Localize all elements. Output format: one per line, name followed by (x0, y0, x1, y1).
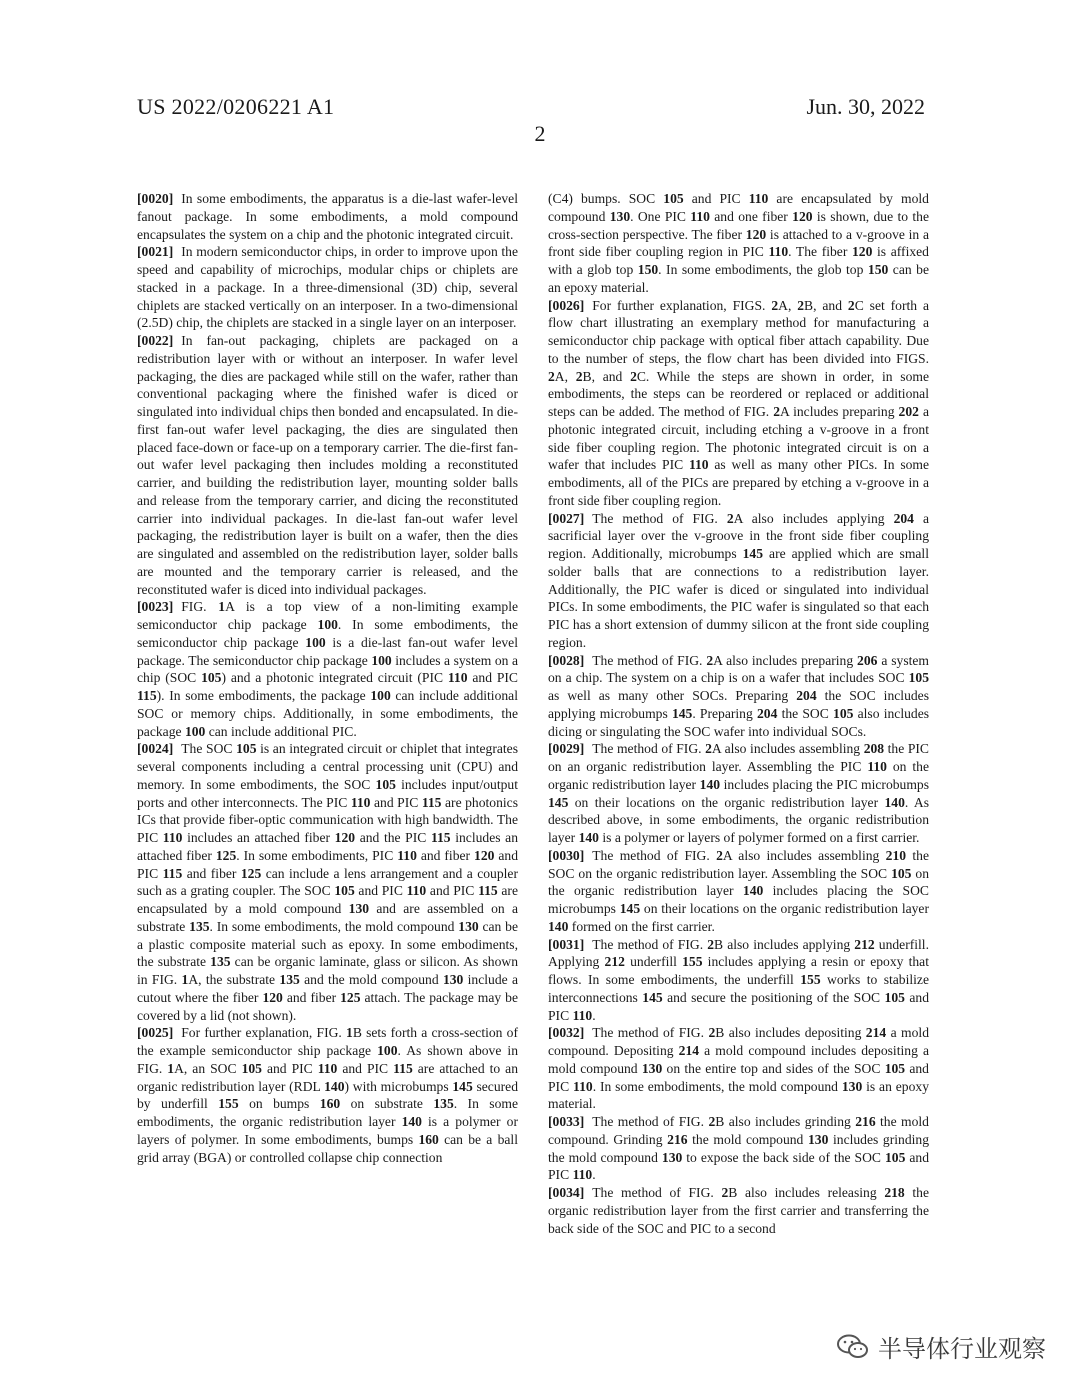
reference-numeral: 2 (773, 404, 781, 419)
reference-numeral: 135 (189, 918, 210, 934)
paragraph (137, 1024, 518, 1166)
paragraph-text: can be organic laminate, glass or silicon. As shown in FIG. (137, 954, 518, 987)
paragraph-text: is a die-last fan-out wafer level package. The semiconductor chip package (137, 634, 518, 668)
reference-numeral: 110 (162, 830, 183, 845)
paragraph (137, 332, 518, 598)
reference-numeral: 105 (663, 191, 684, 206)
reference-numeral: 110 (768, 244, 789, 260)
paragraph-text: as well as many other PICs. In some embodiments, all of the PICs are prepared by etching a v-groove in a front side fiber coupling region. (548, 457, 930, 508)
reference-numeral: 214 (865, 1025, 887, 1041)
paragraph-text: The method of FIG. (592, 936, 708, 952)
paragraph-text: can include additional SOC or memory chips. Additionally, in some embodiments, the package (137, 688, 518, 739)
reference-numeral: 216 (855, 1114, 876, 1129)
reference-numeral: 110 (572, 1167, 593, 1183)
reference-numeral: 105 (375, 776, 396, 792)
paragraph-text: . As shown above in FIG. (137, 1043, 518, 1076)
paragraph-text: . In some embodiments, PIC (236, 847, 398, 863)
wechat-icon (836, 1333, 870, 1361)
right-column (548, 190, 929, 1237)
reference-numeral: 110 (406, 883, 427, 899)
paragraph-text: In some embodiments, the apparatus is a die-last wafer-level fanout package. In some embodiments, a mold compound encapsulates the system on a chip and the photonic integrated circuit. (137, 191, 518, 242)
reference-numeral: 120 (792, 208, 813, 224)
paragraph (137, 190, 518, 243)
reference-numeral: 2 (726, 510, 734, 526)
paragraph-text: secured by underfill (137, 1078, 518, 1112)
paragraph-text: attach. The package may be covered by a lid (not shown). (137, 989, 518, 1023)
reference-numeral: 130 (841, 1078, 863, 1094)
reference-numeral: 1 (218, 599, 226, 615)
paragraph-text: the SOC includes applying microbumps (548, 688, 929, 721)
paragraph-text: and PIC (683, 191, 749, 206)
paragraph-text: is attached to a v-groove in a front side fiber coupling region in PIC (548, 226, 929, 260)
reference-numeral: 140 (401, 1114, 422, 1129)
reference-numeral: 1 (181, 972, 189, 987)
reference-numeral: 115 (393, 1060, 413, 1076)
reference-numeral: 210 (885, 847, 907, 863)
paragraph-text: In modern semiconductor chips, in order to improve upon the speed and capability of microchips, modular chips or chiplets are stacked in a package. In a three-dimensional (3D) chip, several chiplets are stacked vertically on an interposer. In a two-dimensional (2.5D) chip, the chiplets are stacked in a single layer on an interposer. (137, 244, 518, 331)
reference-numeral: 105 (334, 883, 355, 899)
reference-numeral: 110 (867, 759, 887, 774)
paragraph (548, 297, 929, 510)
paragraph-text: are encapsulated by mold compound (548, 191, 929, 224)
reference-numeral: 120 (262, 989, 283, 1005)
paragraph-text: a mold compound. Depositing (548, 1025, 929, 1058)
reference-numeral: 2 (706, 652, 714, 668)
paragraph-text: is an epoxy material. (548, 1078, 929, 1112)
paragraph-text: . In some embodiments, the mold compound (209, 918, 459, 934)
paragraph (548, 847, 929, 936)
reference-numeral: 130 (442, 972, 464, 987)
paragraph-number: [0022] (137, 333, 174, 348)
paragraph-text: ). In some embodiments, the package (156, 688, 371, 703)
left-column (137, 190, 518, 1166)
paragraph-text: (C4) bumps. SOC (548, 191, 664, 206)
reference-numeral: 204 (756, 705, 778, 721)
reference-numeral: 150 (867, 262, 889, 277)
paragraph-text: A includes preparing (780, 404, 899, 419)
reference-numeral: 2 (707, 936, 715, 952)
paragraph-text: A, the substrate (188, 972, 280, 987)
reference-numeral: 212 (604, 954, 625, 970)
reference-numeral: 130 (609, 208, 631, 224)
reference-numeral: 214 (678, 1043, 700, 1058)
paragraph-text: includes placing the SOC microbumps (548, 883, 929, 916)
reference-numeral: 120 (474, 847, 495, 863)
reference-numeral: 2 (708, 1025, 716, 1041)
paragraph-text: . In some embodiments, the glob top (658, 262, 868, 277)
reference-numeral: 100 (377, 1043, 398, 1058)
paragraph-text: The method of FIG. (592, 1114, 709, 1129)
paragraph-text: The method of FIG. (592, 1185, 722, 1200)
reference-numeral: 160 (319, 1096, 341, 1112)
paragraph-text: the organic redistribution layer from the first carrier and transferring the back side of the SOC and PIC to a second (548, 1185, 929, 1236)
reference-numeral: 2 (716, 847, 723, 863)
reference-numeral: 110 (688, 457, 709, 473)
paragraph-number: [0020] (137, 191, 174, 206)
paragraph-text: The SOC (181, 741, 237, 757)
paragraph-text: as well as many other SOCs. Preparing (548, 688, 797, 703)
paragraph-text: include a cutout where the fiber (137, 972, 519, 1005)
reference-numeral: 105 (908, 670, 929, 686)
paragraph-text: can include a lens arrangement and a coupler such as a grating coupler. The SOC (137, 865, 518, 899)
paragraph-text: the SOC (777, 705, 834, 721)
reference-numeral: 115 (430, 830, 451, 845)
paragraph (137, 243, 518, 332)
paragraph-text: A also includes assembling (722, 847, 886, 863)
reference-numeral: 105 (241, 1060, 262, 1076)
paragraph (548, 936, 929, 1025)
reference-numeral: 135 (210, 954, 231, 970)
reference-numeral: 100 (305, 634, 326, 650)
paragraph-text: C. While the steps are shown in order, in some embodiments, the steps can be reordered or replaced or additional steps can be added. The method of FIG. (548, 368, 929, 419)
paragraph-text: A also includes preparing (713, 652, 858, 668)
reference-numeral: 110 (397, 847, 417, 863)
reference-numeral: 218 (884, 1185, 905, 1200)
paragraph-text: . As described above, in some embodiments, the organic redistribution layer (548, 794, 929, 845)
paragraph-text: A also includes applying (733, 510, 894, 526)
paragraph-text: . (592, 1167, 596, 1183)
reference-numeral: 1 (346, 1025, 353, 1041)
paragraph-text: . Preparing (692, 705, 757, 721)
reference-numeral: 2 (630, 368, 637, 384)
paragraph-text: B also includes grinding (715, 1114, 856, 1129)
reference-numeral: 145 (452, 1078, 473, 1094)
reference-numeral: 105 (833, 705, 854, 721)
paragraph-text: is a polymer or layers of polymer. In some embodiments, bumps (137, 1114, 518, 1147)
watermark-text: 半导体行业观察 (878, 1335, 1046, 1363)
paragraph-text: is affixed with a glob top (548, 244, 929, 277)
paragraph-number: [0031] (548, 936, 585, 952)
reference-numeral: 2 (797, 297, 805, 313)
paragraph-text: and PIC (370, 794, 422, 810)
paragraph (548, 1113, 929, 1184)
reference-numeral: 160 (418, 1131, 439, 1147)
reference-numeral: 140 (324, 1078, 345, 1094)
paragraph-text: underfill (624, 954, 683, 970)
paragraph-text: includes grinding the mold compound (548, 1131, 929, 1165)
paragraph-text: The method of FIG. (592, 1025, 709, 1041)
paragraph-number: [0024] (137, 741, 174, 757)
paragraph-text: are attached to an organic redistribution layer (RDL (137, 1060, 519, 1094)
paragraph (548, 1184, 929, 1237)
reference-numeral: 145 (548, 794, 569, 810)
reference-numeral: 140 (884, 794, 905, 810)
paragraph-text: on substrate (340, 1096, 434, 1112)
paragraph-text: For further explanation, FIGS. (592, 297, 772, 313)
paragraph-text: and fiber (416, 847, 475, 863)
paragraph-text: on their locations on the organic redistribution layer (568, 794, 885, 810)
reference-numeral: 216 (667, 1131, 688, 1147)
paragraph-number: [0023] (137, 599, 174, 615)
reference-numeral: 110 (447, 670, 468, 686)
reference-numeral: 202 (898, 404, 919, 419)
reference-numeral: 145 (742, 546, 764, 561)
paragraph-text: ) and a photonic integrated circuit (PIC (221, 670, 448, 686)
paragraph-text: on the organic redistribution layer (548, 865, 929, 899)
publication-date: Jun. 30, 2022 (806, 94, 925, 119)
reference-numeral: 115 (421, 794, 442, 810)
paragraph-text: and PIC (261, 1060, 318, 1076)
reference-numeral: 2 (708, 1114, 716, 1129)
paragraph-text: includes input/output ports and other interconnects. The PIC (137, 776, 518, 810)
reference-numeral: 140 (578, 830, 599, 845)
paragraph-text: ) with microbumps (344, 1078, 453, 1094)
reference-numeral: 135 (433, 1096, 454, 1112)
paragraph-text: is an integrated circuit or chiplet that integrates several components including a central processing unit (CPU) and memory. In some embodiments, the SOC (137, 741, 519, 792)
paragraph-text: C set forth a flow chart illustrating an exemplary method for manufacturing a semiconductor chip package with optical fiber attach capability. Due to the number of steps, the flow chart has been divided into FIGS. (548, 297, 930, 366)
paragraph-text: A, (778, 297, 798, 313)
reference-numeral: 140 (548, 918, 569, 934)
paragraph-text: . In some embodiments, the semiconductor chip package (137, 617, 519, 650)
reference-numeral: 2 (705, 741, 712, 757)
paragraph-text: on bumps (238, 1096, 320, 1112)
reference-numeral: 110 (690, 208, 710, 224)
reference-numeral: 125 (215, 847, 237, 863)
paragraph-text: and PIC (548, 1149, 930, 1183)
paragraph (548, 190, 929, 297)
paragraph-text: . The fiber (788, 244, 852, 260)
reference-numeral: 155 (800, 972, 821, 987)
paragraph-text: includes an attached fiber (182, 830, 335, 845)
reference-numeral: 130 (641, 1060, 663, 1076)
paragraph-number: [0021] (137, 244, 174, 260)
paragraph-text: B also includes depositing (715, 1025, 866, 1041)
paragraph (548, 1024, 929, 1113)
paragraph-text: works to stabilize interconnections (548, 972, 929, 1005)
paragraph-text: and secure the positioning of the SOC (662, 989, 885, 1005)
patent-number: US 2022/0206221 A1 (137, 94, 335, 119)
reference-numeral: 1 (167, 1060, 175, 1076)
reference-numeral: 105 (201, 670, 222, 686)
paragraph-text: on the organic redistribution layer (548, 759, 929, 792)
reference-numeral: 115 (162, 865, 183, 881)
reference-numeral: 115 (478, 883, 498, 899)
paragraph-text: includes an attached fiber (137, 830, 518, 863)
paragraph-text: The method of FIG. (592, 510, 727, 526)
reference-numeral: 100 (370, 688, 391, 703)
paragraph-text: FIG. (181, 599, 219, 615)
paragraph-text: B also includes applying (714, 936, 855, 952)
reference-numeral: 206 (857, 652, 878, 668)
page-number: 2 (534, 121, 546, 146)
paragraph-text: B also includes releasing (728, 1185, 885, 1200)
reference-numeral: 204 (893, 510, 914, 526)
paragraph-text: formed on the first carrier. (568, 918, 715, 934)
paragraph-text: and one fiber (709, 208, 793, 224)
paragraph-text: can include additional PIC. (205, 723, 357, 739)
paragraph-text: also includes dicing or singulating the SOC wafer into individual SOCs. (548, 705, 930, 739)
paragraph-text: . (592, 1007, 596, 1023)
paragraph-text: and PIC (548, 989, 929, 1023)
paragraph-text: and are assembled on a substrate (137, 901, 519, 934)
reference-numeral: 130 (661, 1149, 683, 1165)
reference-numeral: 212 (854, 936, 875, 952)
reference-numeral: 204 (796, 688, 817, 703)
paragraph-text: are encapsulated by a mold compound (137, 883, 518, 916)
paragraph-text: and fiber (182, 865, 241, 881)
reference-numeral: 110 (350, 794, 371, 810)
paragraph-text: A also includes assembling (711, 741, 864, 757)
reference-numeral: 150 (637, 262, 659, 277)
reference-numeral: 100 (371, 652, 392, 668)
paragraph-text: the SOC on the organic redistribution layer. Assembling the SOC (548, 847, 929, 881)
reference-numeral: 145 (671, 705, 693, 721)
reference-numeral: 110 (748, 191, 769, 206)
paragraph (548, 510, 929, 652)
paragraph-text: . In some embodiments, the organic redistribution layer (137, 1096, 518, 1129)
paragraph-text: and PIC (337, 1060, 394, 1076)
reference-numeral: 100 (317, 617, 338, 632)
paragraph-text: A, an SOC (174, 1060, 242, 1076)
reference-numeral: 2 (847, 297, 855, 313)
reference-numeral: 130 (348, 901, 370, 916)
paragraph-text: are applied which are small solder balls that are connections to a redistribution layer. Additionally, the PIC wafer is diced or singulated into individual PICs. In some embodiments, the PIC wafer is singulated so that each PIC has a short extension of dummy silicon at the front side coupling region. (548, 546, 929, 650)
reference-numeral: 105 (885, 1149, 906, 1165)
reference-numeral: 2 (721, 1185, 729, 1200)
reference-numeral: 120 (852, 244, 873, 260)
paragraph-number: [0030] (548, 847, 585, 863)
paragraph-text: . In some embodiments, the mold compound (592, 1078, 842, 1094)
reference-numeral: 125 (240, 865, 262, 881)
reference-numeral: 155 (682, 954, 703, 970)
paragraph-number: [0032] (548, 1025, 585, 1041)
paragraph-text: includes a system on a chip (SOC (137, 652, 518, 686)
paragraph-text: on their locations on the organic redistribution layer (640, 901, 929, 916)
paragraph-text: includes applying a resin or epoxy that flows. In some embodiments, the underfill (548, 954, 929, 987)
paragraph-text: and PIC (426, 883, 479, 899)
paragraph-text: are photonics ICs that provide fiber-optic communication with high bandwidth. The PIC (137, 794, 518, 845)
paragraph-number: [0029] (548, 741, 585, 757)
reference-numeral: 155 (218, 1096, 239, 1112)
paragraph-text: on the entire top and sides of the SOC (662, 1060, 885, 1076)
watermark (836, 1329, 1046, 1364)
reference-numeral: 105 (884, 989, 905, 1005)
reference-numeral: 125 (340, 989, 361, 1005)
paragraph-text: and PIC (354, 883, 407, 899)
reference-numeral: 135 (279, 972, 300, 987)
reference-numeral: 2 (771, 297, 779, 313)
paragraph-number: [0025] (137, 1025, 174, 1041)
reference-numeral: 105 (891, 865, 912, 881)
paragraph-text: and PIC (548, 1060, 929, 1094)
paragraph-text: is shown, due to the cross-section perspective. The fiber (548, 208, 929, 242)
reference-numeral: 145 (642, 989, 663, 1005)
paragraph-text: For further explanation, FIG. (181, 1025, 347, 1041)
reference-numeral: 120 (334, 830, 356, 845)
reference-numeral: 100 (184, 723, 206, 739)
paragraph-text: . One PIC (630, 208, 691, 224)
reference-numeral: 140 (742, 883, 764, 899)
paragraph-text: is a polymer or layers of polymer formed on a first carrier. (598, 830, 920, 845)
paragraph (137, 598, 518, 740)
paragraph-text: the mold compound. Grinding (548, 1114, 929, 1147)
paragraph (137, 740, 518, 1024)
reference-numeral: 115 (137, 688, 157, 703)
paragraph-text: a sacrificial layer over the v-groove in the front side fiber coupling region. Additionally, microbumps (548, 510, 930, 561)
reference-numeral: 105 (884, 1060, 906, 1076)
paragraph-text: the PIC on an organic redistribution layer. Assembling the PIC (548, 741, 930, 774)
paragraph-text: a system on a chip. The system on a chip is on a wafer that includes SOC (548, 652, 930, 686)
paragraph-text: and PIC (137, 847, 519, 881)
paragraph-number: [0034] (548, 1185, 585, 1200)
paragraph-text: can be a plastic composite material such as epoxy. In some embodiments, the substrate (137, 918, 518, 970)
paragraph (548, 740, 929, 847)
paragraph-text: and PIC (467, 670, 519, 686)
paragraph-text: B, and (804, 297, 848, 313)
reference-numeral: 2 (548, 368, 555, 384)
paragraph-number: [0028] (548, 652, 585, 668)
paragraph-text: includes placing the PIC microbumps (720, 776, 929, 792)
reference-numeral: 120 (745, 226, 767, 242)
paragraph-text: The method of FIG. (592, 652, 707, 668)
reference-numeral: 110 (572, 1007, 593, 1023)
reference-numeral: 110 (573, 1078, 593, 1094)
paragraph-text: can be a ball grid array (BGA) or controlled collapse chip connection (137, 1131, 518, 1165)
paragraph-text: B, and (582, 368, 631, 384)
paragraph-text: to expose the back side of the SOC (682, 1149, 885, 1165)
paragraph-text: a photonic integrated circuit, including etching a v-groove in a front side fiber coupling region. The photonic integrated circuit is on a wafer that includes PIC (548, 404, 929, 473)
paragraph-text: underfill. Applying (548, 936, 929, 970)
reference-numeral: 130 (807, 1131, 829, 1147)
reference-numeral: 110 (317, 1060, 338, 1076)
reference-numeral: 130 (458, 918, 479, 934)
reference-numeral: 2 (575, 368, 583, 384)
paragraph-text: can be an epoxy material. (548, 262, 929, 295)
paragraph-text: A, (554, 368, 576, 384)
paragraph-number: [0027] (548, 510, 585, 526)
paragraph-text: A is a top view of a non-limiting example semiconductor chip package (137, 599, 518, 632)
paragraph-number: [0033] (548, 1114, 585, 1129)
reference-numeral: 208 (863, 741, 885, 757)
paragraph-text: a mold compound includes depositing a mold compound (548, 1043, 929, 1076)
paragraph-text: the mold compound (687, 1131, 808, 1147)
paragraph-text: and the PIC (355, 830, 431, 845)
paragraph-number: [0026] (548, 297, 585, 313)
paragraph-text: and fiber (282, 989, 341, 1005)
paragraph-text: In fan-out packaging, chiplets are packaged on a redistribution layer with or without an interposer. In wafer level packaging, the dies are packaged while still on the wafer, rather than conventional packaging where the finished wafer is diced or singulated into individual chips then bonded and encapsulated. In die-first fan-out wafer level packaging, the dies are singulated then placed face-down or face-up on a temporary carrier. The die-first fan-out wafer level packaging then includes molding a reconstituted carrier, and building the redistribution layer, mounting solder balls and release from the temporary carrier, and dicing the reconstituted carrier into individual packages. In die-last fan-out wafer level packaging, the redistribution layer is built on a wafer, then the dies are singulated and assembled on the redistribution layer, solder balls are mounted and the temporary carrier is released, and the reconstituted wafer is diced into individual packages. (137, 333, 518, 597)
paragraph-text: and the mold compound (299, 972, 443, 987)
reference-numeral: 140 (699, 776, 721, 792)
paragraph-text: The method of FIG. (592, 741, 706, 757)
reference-numeral: 145 (619, 901, 641, 916)
reference-numeral: 105 (236, 741, 257, 757)
paragraph (548, 652, 929, 741)
paragraph-text: B sets forth a cross-section of the example semiconductor ship package (137, 1025, 518, 1058)
paragraph-text: The method of FIG. (592, 847, 717, 863)
